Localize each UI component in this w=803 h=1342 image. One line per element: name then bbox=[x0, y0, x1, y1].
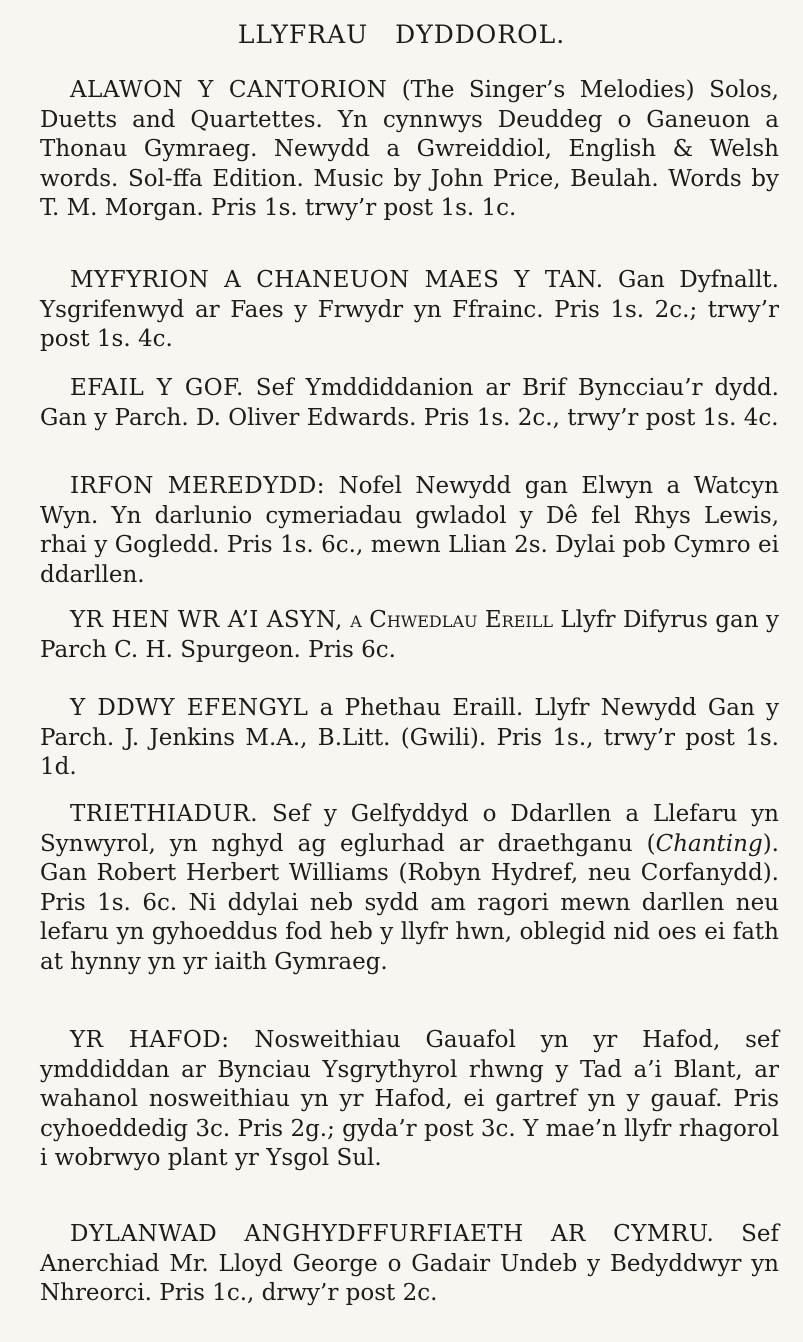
entry-triethiadur bbox=[40, 800, 779, 977]
entry-text: Nosweithiau Gauafol yn yr Hafod, sef ymddiddan ar Bynciau Ysgrythyrol rhwng y Tad a’i Blant, ar wahanol nosweithiau yn yr Hafod, ei gartref yn y gauaf. Pris cyhoeddedig 3c. Pris 2g.; gyda’r post 3c. Y mae’n llyfr rhagorol i wobrwyo plant yr Ysgol Sul. bbox=[40, 1027, 779, 1171]
entry-text: Gan Dyfnallt. Ysgrifenwyd ar Faes y Frwydr yn Ffrainc. Pris 1s. 2c.; trwy’r post 1s. 4c. bbox=[40, 267, 779, 352]
entry-heading: MYFYRION A CHANEUON MAES Y TAN. bbox=[70, 267, 604, 293]
entry-text: ). Gan Robert Herbert Williams (Robyn Hydref, neu Corfanydd). Pris 1s. 6c. Ni ddylai neb sydd am ragori mewn darllen neu lefaru yn gyhoeddus fod heb y llyfr hwn, oblegid nid oes ei fath at hynny yn yr iaith Gymraeg. bbox=[40, 830, 779, 975]
entry-text: Sef Ymddiddanion ar Brif Byncciau’r dydd. Gan y Parch. D. Oliver Edwards. Pris 1s. 2c., trwy’r post 1s. 4c. bbox=[40, 375, 779, 431]
entry-heading: YR HEN WR A’I ASYN, bbox=[70, 607, 343, 633]
entry-heading: Y DDWY EFENGYL bbox=[70, 695, 309, 721]
entry-yr-hen-wr bbox=[40, 606, 779, 665]
page-title: LLYFRAU DYDDOROL. bbox=[237, 20, 566, 49]
entry-myfyrion bbox=[40, 266, 779, 355]
entry-heading: IRFON MEREDYDD: bbox=[70, 473, 326, 499]
entry-yr-hafod bbox=[40, 1026, 779, 1174]
entry-text: Sef Anerchiad Mr. Lloyd George o Gadair Undeb y Bedyddwyr yn Nhreorci. Pris 1c., drwy’r post 2c. bbox=[40, 1221, 779, 1306]
entry-dylanwad bbox=[40, 1220, 779, 1309]
entry-text: a Phethau Eraill. Llyfr Newydd Gan y Parch. J. Jenkins M.A., B.Litt. (Gwili). Pris 1s., trwy’r post 1s. 1d. bbox=[40, 695, 779, 780]
entry-y-ddwy-efengyl bbox=[40, 694, 779, 783]
entry-heading: YR HAFOD: bbox=[70, 1027, 230, 1053]
entry-text: Nofel Newydd gan Elwyn a Watcyn Wyn. Yn darlunio cymeriadau gwladol y Dê fel Rhys Lewis, rhai y Gogledd. Pris 1s. 6c., mewn Llian 2s. Dylai pob Cymro ei ddarllen. bbox=[40, 473, 779, 588]
entry-text-before: Sef y Gelfyddyd o Ddarllen a Llefaru yn Synwyrol, yn nghyd ag eglurhad ar draethganu ( bbox=[40, 801, 779, 857]
entry-subtitle: a Chwedlau Ereill bbox=[342, 607, 553, 633]
entry-italic: Chanting bbox=[655, 830, 763, 857]
entry-heading: EFAIL Y GOF. bbox=[70, 375, 244, 401]
entry-alawon-y-cantorion bbox=[40, 76, 779, 224]
entry-heading: DYLANWAD ANGHYDFFURFIAETH AR CYMRU. bbox=[70, 1221, 715, 1247]
entry-heading: ALAWON Y CANTORION bbox=[70, 77, 388, 103]
entry-efail-y-gof bbox=[40, 374, 779, 433]
entry-text: (The Singer’s Melodies) Solos, Duetts and Quartettes. Yn cynnwys Deuddeg o Ganeuon a Thonau Gymraeg. Newydd a Gwreiddiol, English & Welsh words. Sol-ffa Edition. Music by John Price, Beulah. Words by T. M. Morgan. Pris 1s. trwy’r post 1s. 1c. bbox=[40, 77, 779, 221]
entry-text: Llyfr Difyrus gan y Parch C. H. Spurgeon. Pris 6c. bbox=[40, 607, 779, 663]
entry-irfon-meredydd bbox=[40, 472, 779, 590]
entry-heading: TRIETHIADUR. bbox=[70, 801, 259, 827]
